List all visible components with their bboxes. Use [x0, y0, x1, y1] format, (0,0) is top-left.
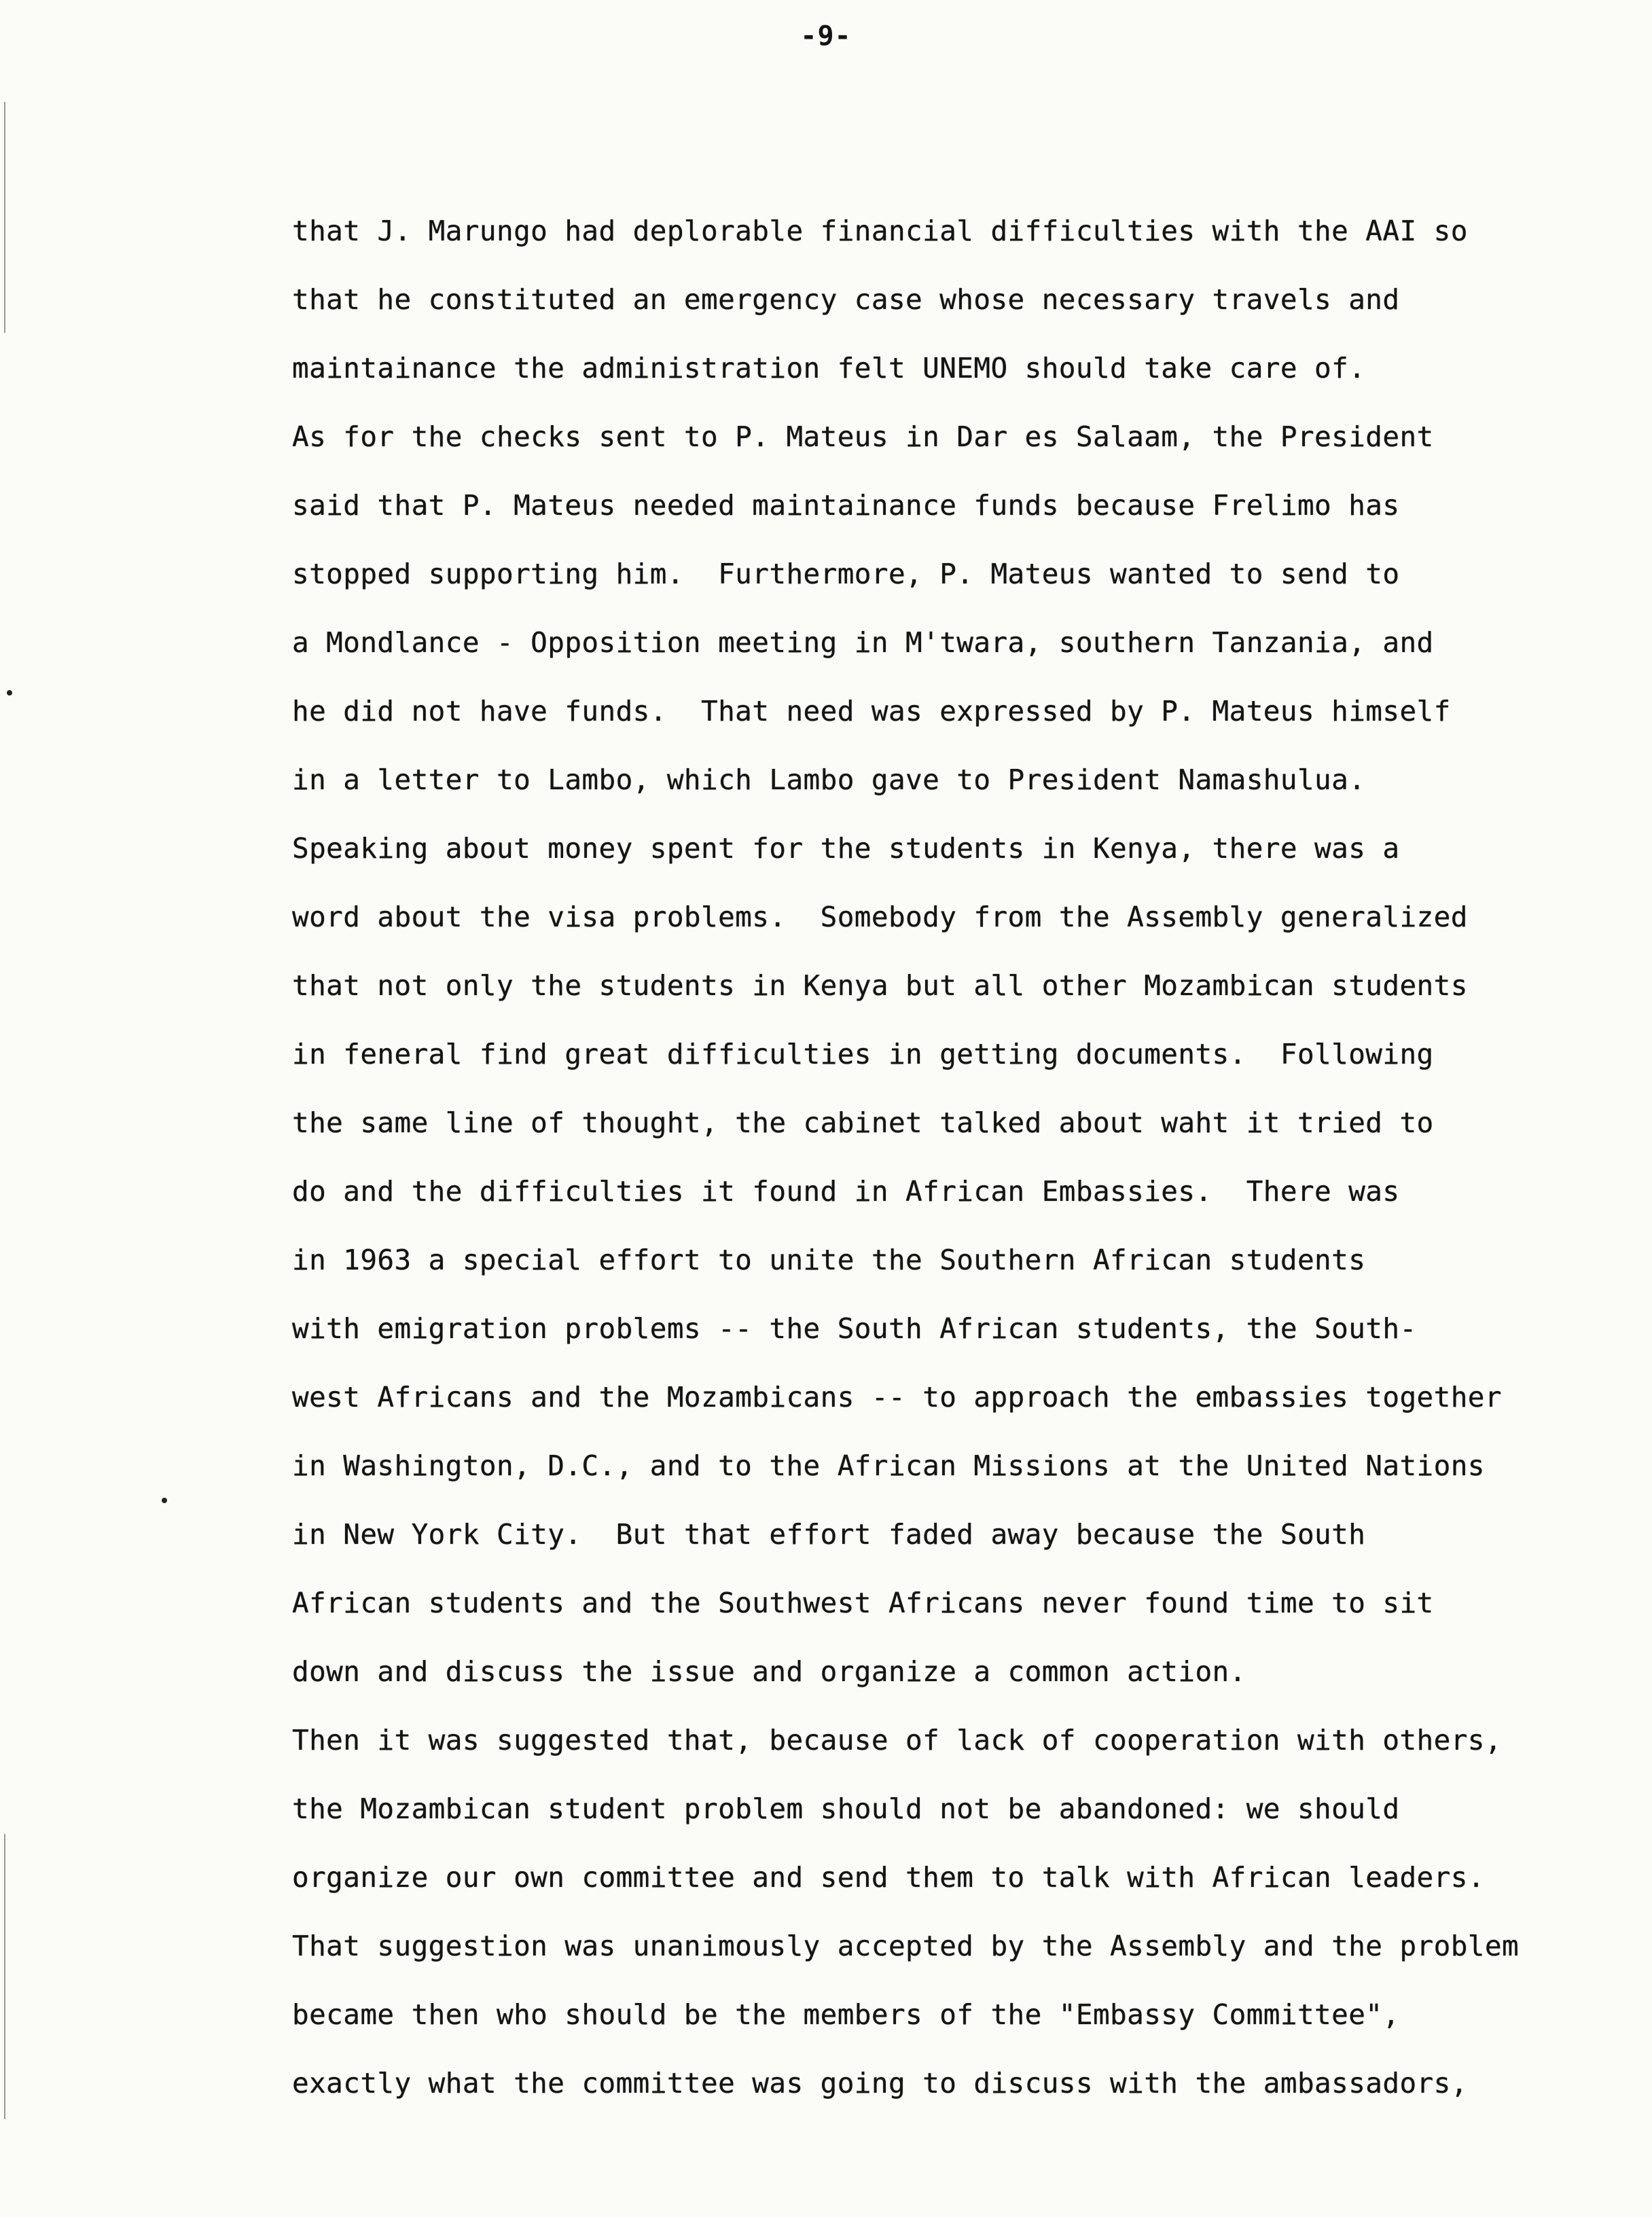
text-line: That suggestion was unanimously accepted by the Assembly and the problem — [292, 1930, 1520, 1962]
body-text — [292, 197, 1583, 2118]
text-line: that J. Marungo had deplorable financial difficulties with the AAI so — [292, 215, 1468, 247]
text-line: he did not have funds. That need was expressed by P. Mateus himself — [292, 695, 1451, 727]
text-line: became then who should be the members of the "Embassy Committee", — [292, 1998, 1400, 2031]
text-line: stopped supporting him. Furthermore, P. Mateus wanted to send to — [292, 558, 1400, 590]
text-line: African students and the Southwest Africans never found time to sit — [292, 1587, 1434, 1619]
text-line: exactly what the committee was going to discuss with the ambassadors, — [292, 2067, 1468, 2099]
text-line: said that P. Mateus needed maintainance funds because Frelimo has — [292, 489, 1400, 522]
text-line: Speaking about money spent for the students in Kenya, there was a — [292, 832, 1400, 865]
text-line: in 1963 a special effort to unite the Southern African students — [292, 1244, 1366, 1276]
text-line: the same line of thought, the cabinet talked about waht it tried to — [292, 1106, 1434, 1139]
scan-speck — [162, 1498, 167, 1503]
text-line: a Mondlance - Opposition meeting in M'twara, southern Tanzania, and — [292, 626, 1434, 659]
text-line: As for the checks sent to P. Mateus in Dar es Salaam, the President — [292, 420, 1434, 453]
text-line: in Washington, D.C., and to the African Missions at the United Nations — [292, 1449, 1485, 1482]
text-line: word about the visa problems. Somebody from the Assembly generalized — [292, 901, 1468, 933]
scan-edge-mark — [4, 102, 5, 333]
text-line: in feneral find great difficulties in getting documents. Following — [292, 1038, 1434, 1070]
scan-edge-mark — [4, 1834, 5, 2119]
text-line: maintainance the administration felt UNEMO should take care of. — [292, 352, 1366, 384]
text-line: do and the difficulties it found in African Embassies. There was — [292, 1175, 1400, 1208]
scan-speck — [7, 690, 12, 696]
text-line: west Africans and the Mozambicans -- to approach the embassies together — [292, 1381, 1502, 1413]
text-line: organize our own committee and send them to talk with African leaders. — [292, 1861, 1485, 1894]
text-line: the Mozambican student problem should not be abandoned: we should — [292, 1792, 1400, 1825]
text-line: in New York City. But that effort faded away because the South — [292, 1518, 1366, 1551]
page-number: -9- — [800, 20, 852, 52]
text-line: in a letter to Lambo, which Lambo gave to President Namashulua. — [292, 763, 1366, 796]
text-line: that not only the students in Kenya but all other Mozambican students — [292, 969, 1468, 1002]
text-line: with emigration problems -- the South African students, the South- — [292, 1312, 1417, 1345]
text-line: that he constituted an emergency case whose necessary travels and — [292, 283, 1400, 316]
text-line: down and discuss the issue and organize a common action. — [292, 1655, 1246, 1688]
text-line: Then it was suggested that, because of lack of cooperation with others, — [292, 1724, 1502, 1756]
